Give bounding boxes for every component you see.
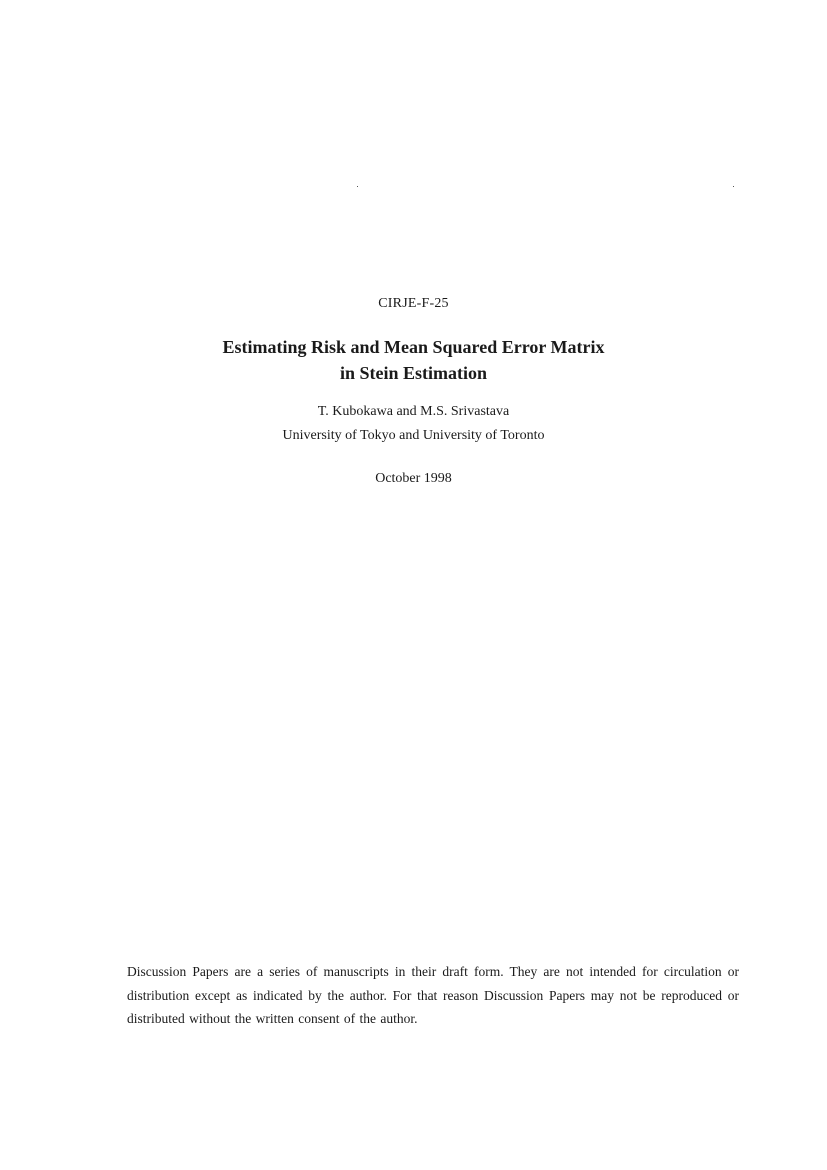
report-id: CIRJE-F-25 <box>378 296 449 311</box>
publication-date: October 1998 <box>375 471 452 486</box>
paper-title-line-2: in Stein Estimation <box>339 363 488 383</box>
paper-title <box>0 334 827 386</box>
author-names: T. Kubokawa and M.S. Srivastava <box>317 404 510 419</box>
author-block <box>0 400 827 448</box>
author-affiliations: University of Tokyo and University of Toronto <box>282 428 545 443</box>
scan-speck <box>733 186 734 187</box>
paper-title-line-1: Estimating Risk and Mean Squared Error Matrix <box>222 337 605 357</box>
scan-speck <box>357 186 358 187</box>
discussion-paper-notice: Discussion Papers are a series of manuscripts in their draft form. They are not intended for circulation or distribution except as indicated by the author. For that reason Discussion Papers may not be reproduced or distributed without the written consent of the author. <box>127 964 739 1026</box>
